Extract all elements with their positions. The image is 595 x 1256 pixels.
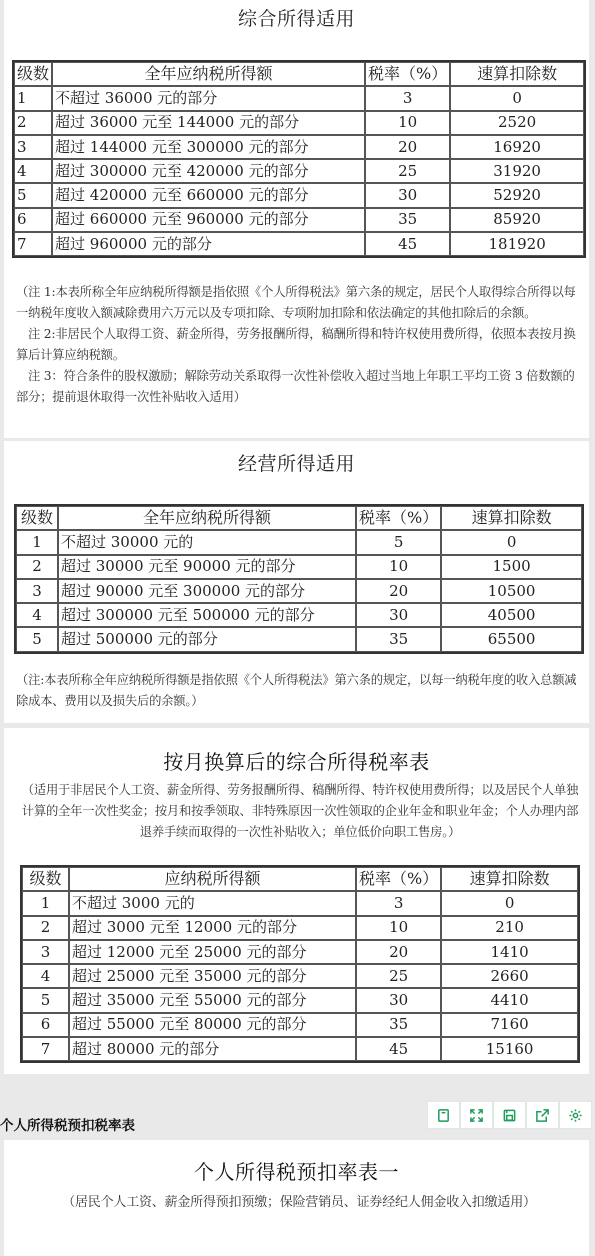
table-row: [14, 208, 584, 232]
section-monthly-rate-table: [4, 728, 589, 1074]
table-cell: 5: [16, 627, 58, 651]
column-header: 级数: [14, 62, 52, 86]
table-cell: 52920: [450, 183, 584, 207]
table-cell: 25: [365, 159, 450, 183]
section-comprehensive-income: [4, 0, 589, 438]
table-cell: 超过 30000 元至 90000 元的部分: [58, 555, 356, 579]
table-cell: 5: [14, 183, 52, 207]
table-cell: 不超过 3000 元的: [69, 891, 356, 915]
table-cell: 超过 300000 元至 500000 元的部分: [58, 603, 356, 627]
column-header: 级数: [16, 506, 58, 530]
table-cell: 40500: [441, 603, 582, 627]
table-row: [16, 530, 582, 554]
table-cell: 3: [16, 579, 58, 603]
table-cell: 30: [365, 183, 450, 207]
table-cell: 3: [14, 135, 52, 159]
note-1: （注 1:本表所称全年应纳税所得额是指依照《个人所得税法》第六条的规定，居民个人取得综合所得以每一纳税年度收入额减除费用六万元以及专项扣除、专项附加扣除和依法确定的其他扣除后的余额。: [16, 285, 576, 320]
table-cell: 0: [450, 86, 584, 110]
table-cell: 超过 660000 元至 960000 元的部分: [52, 208, 365, 232]
section-subtitle: （居民个人工资、薪金所得预扣预缴；保险营销员、证券经纪人佣金收入扣缴适用）: [62, 1195, 536, 1210]
table-cell: 31920: [450, 159, 584, 183]
section-title: 个人所得税预扣率表一: [194, 1160, 399, 1184]
table-row: [14, 135, 584, 159]
table-row: [16, 555, 582, 579]
table-row: [16, 579, 582, 603]
table-cell: 不超过 30000 元的: [58, 530, 356, 554]
table-row: [22, 988, 578, 1012]
table-cell: 7: [22, 1037, 69, 1061]
column-header: 全年应纳税所得额: [58, 506, 356, 530]
tax-rate-table: [14, 504, 584, 654]
table-cell: 4410: [441, 988, 578, 1012]
table-header-row: [14, 62, 584, 86]
note-2: 注 2:非居民个人取得工资、薪金所得，劳务报酬所得，稿酬所得和特许权使用费所得，依照本表按月换算后计算应纳税额。: [16, 327, 576, 362]
table-cell: 10: [365, 111, 450, 135]
column-header: 全年应纳税所得额: [52, 62, 365, 86]
table-cell: 35: [356, 1013, 441, 1037]
table-cell: 超过 12000 元至 25000 元的部分: [69, 940, 356, 964]
table-cell: 2660: [441, 964, 578, 988]
table-cell: 2520: [450, 111, 584, 135]
table-header-row: [16, 506, 582, 530]
fit-icon: [436, 1108, 451, 1123]
table-cell: 30: [356, 988, 441, 1012]
table-cell: 30: [356, 603, 441, 627]
column-header: 速算扣除数: [441, 506, 582, 530]
fullscreen-button[interactable]: [460, 1101, 493, 1129]
section-title: 综合所得适用: [237, 8, 355, 30]
settings-button[interactable]: [559, 1101, 592, 1129]
column-header: 税率（%）: [356, 506, 441, 530]
column-header: 速算扣除数: [450, 62, 584, 86]
table-cell: 1: [22, 891, 69, 915]
table-cell: 7160: [441, 1013, 578, 1037]
table-cell: 超过 300000 元至 420000 元的部分: [52, 159, 365, 183]
section-title: 按月换算后的综合所得税率表: [163, 750, 430, 774]
share-icon: [535, 1108, 550, 1123]
table-cell: 45: [356, 1037, 441, 1061]
table-cell: 超过 36000 元至 144000 元的部分: [52, 111, 365, 135]
table-row: [22, 940, 578, 964]
table-cell: 超过 55000 元至 80000 元的部分: [69, 1013, 356, 1037]
table-cell: 25: [356, 964, 441, 988]
table-row: [22, 916, 578, 940]
table-cell: 45: [365, 232, 450, 256]
table-cell: 1410: [441, 940, 578, 964]
table-row: [22, 1013, 578, 1037]
table-row: [14, 232, 584, 256]
table-row: [14, 183, 584, 207]
table-cell: 2: [22, 916, 69, 940]
table-row: [22, 1037, 578, 1061]
section-business-income: [4, 441, 589, 723]
table-cell: 181920: [450, 232, 584, 256]
section-withholding-rate-table-1: [4, 1140, 589, 1256]
table-row: [14, 86, 584, 110]
section-title: 经营所得适用: [237, 453, 355, 475]
table-cell: 65500: [441, 627, 582, 651]
tax-rate-table: [20, 865, 580, 1063]
table-cell: 超过 420000 元至 660000 元的部分: [52, 183, 365, 207]
column-header: 级数: [22, 867, 69, 891]
table-cell: 超过 80000 元的部分: [69, 1037, 356, 1061]
save-icon: [502, 1108, 517, 1123]
table-notes: [16, 282, 584, 408]
table-cell: 85920: [450, 208, 584, 232]
table-row: [22, 964, 578, 988]
table-cell: 2: [14, 111, 52, 135]
table-cell: 35: [365, 208, 450, 232]
table-row: [14, 159, 584, 183]
settings-icon: [568, 1108, 583, 1123]
table-cell: 7: [14, 232, 52, 256]
table-cell: 4: [16, 603, 58, 627]
fit-button[interactable]: [427, 1101, 460, 1129]
section-subtitle: （适用于非居民个人工资、薪金所得、劳务报酬所得、稿酬所得、特许权使用费所得；以及居民个人单独计算的全年一次性奖金；按月和按季领取、非特殊原因一次性领取的企业年金和职业年金；个人办理内部退养手续而取得的一次性补贴收入；单位低价向职工售房。）: [21, 783, 579, 839]
table-cell: 1500: [441, 555, 582, 579]
table-cell: 10: [356, 555, 441, 579]
table-cell: 超过 144000 元至 300000 元的部分: [52, 135, 365, 159]
table-cell: 4: [14, 159, 52, 183]
column-header: 税率（%）: [365, 62, 450, 86]
column-header: 税率（%）: [356, 867, 441, 891]
table-cell: 2: [16, 555, 58, 579]
table-row: [22, 891, 578, 915]
column-header: 速算扣除数: [441, 867, 578, 891]
table-note: （注:本表所称全年应纳税所得额是指依照《个人所得税法》第六条的规定，以每一纳税年度的收入总额减除成本、费用以及损失后的余额。）: [16, 673, 577, 708]
table-cell: 超过 35000 元至 55000 元的部分: [69, 988, 356, 1012]
table-row: [16, 603, 582, 627]
table-cell: 不超过 36000 元的部分: [52, 86, 365, 110]
table-cell: 20: [356, 940, 441, 964]
table-cell: 10500: [441, 579, 582, 603]
table-cell: 1: [14, 86, 52, 110]
fullscreen-icon: [469, 1108, 484, 1123]
table-header-row: [22, 867, 578, 891]
share-button[interactable]: [526, 1101, 559, 1129]
table-cell: 210: [441, 916, 578, 940]
table-cell: 10: [356, 916, 441, 940]
table-cell: 15160: [441, 1037, 578, 1061]
table-cell: 3: [365, 86, 450, 110]
table-cell: 超过 25000 元至 35000 元的部分: [69, 964, 356, 988]
table-cell: 3: [356, 891, 441, 915]
table-cell: 超过 960000 元的部分: [52, 232, 365, 256]
table-row: [14, 111, 584, 135]
tax-rate-table: [12, 60, 586, 258]
column-header: 应纳税所得额: [69, 867, 356, 891]
section-label: 个人所得税预扣税率表: [0, 1118, 135, 1134]
table-cell: 16920: [450, 135, 584, 159]
table-cell: 1: [16, 530, 58, 554]
table-cell: 4: [22, 964, 69, 988]
note-3: 注 3：符合条件的股权激励；解除劳动关系取得一次性补偿收入超过当地上年职工平均工资 3 倍数额的部分；提前退休取得一次性补贴收入适用）: [16, 369, 575, 404]
table-cell: 0: [441, 530, 582, 554]
table-cell: 20: [365, 135, 450, 159]
table-cell: 5: [356, 530, 441, 554]
image-toolbar: [427, 1101, 592, 1129]
table-cell: 超过 3000 元至 12000 元的部分: [69, 916, 356, 940]
table-cell: 6: [14, 208, 52, 232]
table-cell: 0: [441, 891, 578, 915]
table-cell: 超过 500000 元的部分: [58, 627, 356, 651]
table-row: [16, 627, 582, 651]
table-cell: 5: [22, 988, 69, 1012]
save-button[interactable]: [493, 1101, 526, 1129]
table-cell: 35: [356, 627, 441, 651]
table-cell: 3: [22, 940, 69, 964]
table-cell: 6: [22, 1013, 69, 1037]
table-cell: 超过 90000 元至 300000 元的部分: [58, 579, 356, 603]
table-cell: 20: [356, 579, 441, 603]
